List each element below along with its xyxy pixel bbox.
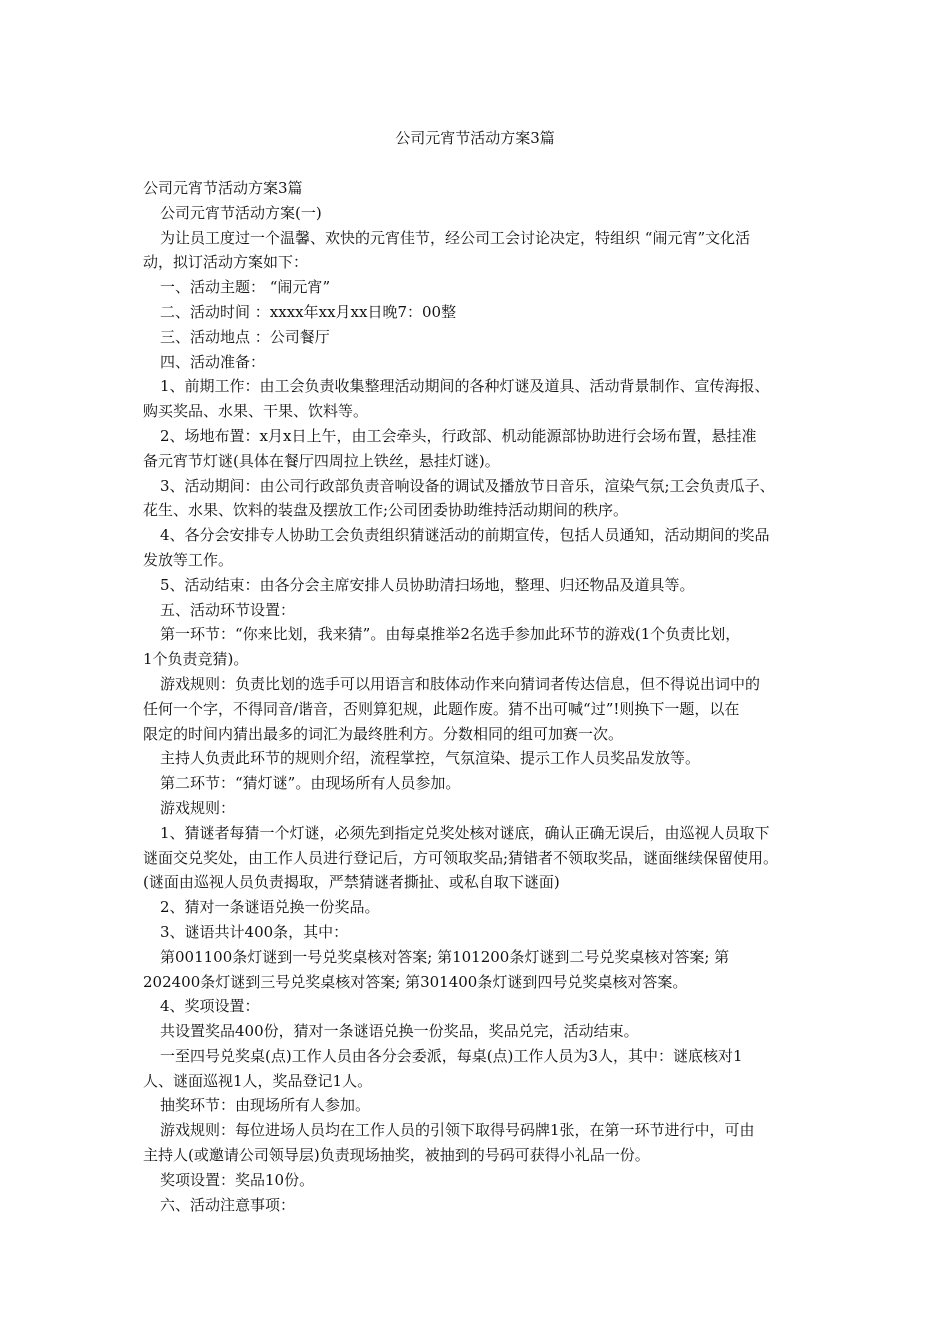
document-line: 奖项设置：奖品10份。 — [160, 1170, 315, 1189]
document-line: 任何一个字，不得同音/谐音，否则算犯规，此题作废。猜不出可喊“过”!则换下一题，以在 — [143, 699, 740, 718]
document-line: 一至四号兑奖桌(点)工作人员由各分会委派，每桌(点)工作人员为3人，其中：谜底核对1 — [160, 1046, 743, 1065]
document-line: 1、前期工作：由工会负责收集整理活动期间的各种灯谜及道具、活动背景制作、宣传海报、 — [160, 377, 770, 396]
document-line: 1个负责竞猜)。 — [143, 650, 249, 669]
document-line: 五、活动环节设置： — [160, 600, 296, 619]
document-line: 2、场地布置：x月x日上午，由工会牵头，行政部、机动能源部协助进行会场布置，悬挂准 — [160, 426, 757, 445]
document-line: 5、活动结束：由各分会主席安排人员协助清扫场地，整理、归还物品及道具等。 — [160, 575, 695, 594]
document-line: 为让员工度过一个温馨、欢快的元宵佳节，经公司工会讨论决定，特组织 “闹元宵”文化活 — [160, 228, 751, 247]
document-line: 共设置奖品400份，猜对一条谜语兑换一份奖品，奖品兑完，活动结束。 — [160, 1022, 639, 1041]
document-line: 发放等工作。 — [143, 550, 234, 569]
document-line: 抽奖环节：由现场所有人参加。 — [160, 1096, 371, 1115]
document-line: 三、活动地点 ：公司餐厅 — [160, 327, 330, 346]
document-line: 购买奖品、水果、干果、饮料等。 — [143, 402, 369, 421]
document-line: 一、活动主题： “闹元宵” — [160, 278, 331, 297]
document-line: 人、谜面巡视1人，奖品登记1人。 — [143, 1071, 373, 1090]
document-line: 4、各分会安排专人协助工会负责组织猜谜活动的前期宣传，包括人员通知，活动期间的奖品 — [160, 526, 770, 545]
document-line: 游戏规则：负责比划的选手可以用语言和肢体动作来向猜词者传达信息，但不得说出词中的 — [160, 674, 761, 693]
document-line: (谜面由巡视人员负责揭取，严禁猜谜者撕扯、或私自取下谜面) — [143, 873, 560, 892]
document-line: 谜面交兑奖处，由工作人员进行登记后，方可领取奖品;猜错者不领取奖品，谜面继续保留使用。 — [143, 848, 779, 867]
document-line: 主持人负责此环节的规则介绍，流程掌控，气氛渲染、提示工作人员奖品发放等。 — [160, 749, 701, 768]
document-line: 花生、水果、饮料的装盘及摆放工作;公司团委协助维持活动期间的秩序。 — [143, 501, 629, 520]
document-line: 限定的时间内猜出最多的词汇为最终胜利方。分数相同的组可加赛一次。 — [143, 724, 624, 743]
document-line: 游戏规则： — [160, 798, 236, 817]
document-line: 4、奖项设置： — [160, 997, 260, 1016]
document-line: 公司元宵节活动方案(一) — [160, 203, 322, 222]
document-line: 第一环节：“你来比划，我来猜”。由每桌推举2名选手参加此环节的游戏(1个负责比划， — [160, 625, 741, 644]
document-line: 3、谜语共计400条，其中： — [160, 922, 349, 941]
document-title: 公司元宵节活动方案3篇 — [395, 129, 555, 147]
document-line: 主持人(或邀请公司领导层)负责现场抽奖，被抽到的号码可获得小礼品一份。 — [143, 1146, 650, 1165]
document-line: 二、活动时间 ：xxxx年xx月xx日晚7：00整 — [160, 302, 457, 321]
document-line: 第001100条灯谜到一号兑奖桌核对答案; 第101200条灯谜到二号兑奖桌核对答案; 第 — [160, 947, 730, 966]
document-line: 六、活动注意事项： — [160, 1195, 296, 1214]
document-line: 202400条灯谜到三号兑奖桌核对答案; 第301400条灯谜到四号兑奖桌核对答案。 — [143, 972, 688, 991]
document-line: 1、猜谜者每猜一个灯谜，必须先到指定兑奖处核对谜底，确认正确无误后，由巡视人员取下 — [160, 823, 770, 842]
document-line: 备元宵节灯谜(具体在餐厅四周拉上铁丝，悬挂灯谜)。 — [143, 451, 500, 470]
document-line: 四、活动准备： — [160, 352, 266, 371]
document-line: 2、猜对一条谜语兑换一份奖品。 — [160, 898, 380, 917]
document-line: 3、活动期间：由公司行政部负责音响设备的调试及播放节日音乐，渲染气氛;工会负责瓜子、 — [160, 476, 775, 495]
document-line: 游戏规则：每位进场人员均在工作人员的引领下取得号码牌1张，在第一环节进行中，可由 — [160, 1121, 755, 1140]
document-line: 公司元宵节活动方案3篇 — [143, 179, 303, 197]
document-line: 第二环节：“猜灯谜”。由现场所有人员参加。 — [160, 774, 461, 793]
document-body — [143, 176, 818, 1217]
document-line: 动，拟订活动方案如下： — [143, 253, 309, 272]
